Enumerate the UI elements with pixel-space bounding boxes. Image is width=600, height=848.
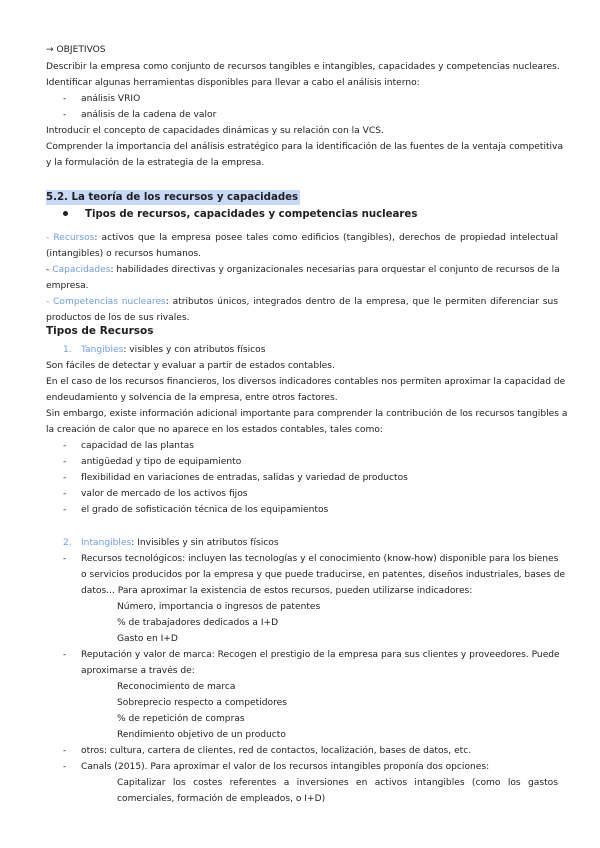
paragraph-line: Capitalizar los costes referentes a inversiones en activos intangibles (como los gastos [117, 778, 558, 788]
list-item: otros: cultura, cartera de clientes, red de contactos, localización, bases de datos, etc. [81, 746, 472, 756]
dash-marker: - [63, 457, 67, 467]
indicator-item: Rendimiento objetivo de un producto [117, 730, 286, 740]
subtitle-text: Tipos de recursos, capacidades y competencias nucleares [85, 209, 418, 220]
section-subtitle [63, 208, 417, 222]
definition-capacidades: - Capacidades: habilidades directivas y organizacionales necesarias para orquestar el conjunto de recursos de la [46, 265, 560, 275]
list-item: el grado de sofisticación técnica de los equipamientos [81, 505, 329, 515]
list-item: flexibilidad en variaciones de entradas, salidas y variedad de productos [81, 473, 408, 483]
paragraph-line: Sin embargo, existe información adicional importante para comprender la contribución de los recursos tangibles a [46, 409, 568, 419]
indicator-item: % de trabajadores dedicados a I+D [117, 618, 279, 628]
paragraph-line: Son fáciles de detectar y evaluar a partir de estados contables. [46, 361, 335, 371]
bullet-dot [63, 211, 68, 216]
indicator-item: Sobreprecio respecto a competidores [117, 698, 287, 708]
list-item: Canals (2015). Para aproximar el valor de los recursos intangibles proponía dos opciones: [81, 762, 490, 772]
definition-recursos: - Recursos: activos que la empresa posee tales como edificios (tangibles), derechos de propiedad intelectual [46, 233, 558, 243]
list-item: capacidad de las plantas [81, 441, 194, 451]
dash-marker: - [63, 650, 67, 660]
dash-marker: - [63, 110, 67, 120]
list-number: 2. [63, 538, 72, 548]
objetivos-line: y la formulación de la estrategia de la empresa. [46, 158, 265, 168]
paragraph-line: Reputación y valor de marca: Recogen el prestigio de la empresa para sus clientes y proveedores. Puede [81, 650, 560, 660]
dash-marker: - [63, 441, 67, 451]
indicator-item: Número, importancia o ingresos de patentes [117, 602, 321, 612]
indicator-item: Reconocimiento de marca [117, 682, 236, 692]
paragraph-line: En el caso de los recursos financieros, los diversos indicadores contables nos permiten aproximar la capacidad de [46, 377, 566, 387]
objetivos-heading: → OBJETIVOS [46, 45, 106, 55]
term-competencias: Competencias nucleares [53, 297, 166, 307]
paragraph-line: Recursos tecnológicos: incluyen las tecnologías y el conocimiento (know-how) disponible para los bienes [81, 554, 559, 564]
term-tangibles: Tangibles [81, 345, 124, 355]
list-number: 1. [63, 345, 72, 355]
list-item: análisis VRIO [81, 94, 141, 104]
paragraph-line: comerciales, formación de empleados, o I+D) [117, 794, 326, 804]
objetivos-line: Identificar algunas herramientas disponibles para llevar a cabo el análisis interno: [46, 78, 420, 88]
list-item: antigüedad y tipo de equipamiento [81, 457, 242, 467]
dash-marker: - [63, 762, 67, 772]
paragraph-line: endeudamiento y solvencia de la empresa, entre otros factores. [46, 393, 338, 403]
paragraph-line: datos... Para aproximar la existencia de estos recursos, pueden utilizarse indicadores: [81, 586, 473, 596]
dash-marker: - [63, 505, 67, 515]
term-capacidades: Capacidades [52, 265, 111, 275]
tipo-tangibles: Tangibles: visibles y con atributos físicos [81, 345, 266, 355]
dash-marker: - [63, 94, 67, 104]
dash-marker: - [63, 489, 67, 499]
objetivos-line: Comprender la importancia del análisis estratégico para la identificación de las fuentes de la ventaja competitiva [46, 142, 564, 152]
indicator-item: Gasto en I+D [117, 634, 178, 644]
paragraph-line: o servicios producidos por la empresa y que puede traducirse, en patentes, diseños industriales, bases de [81, 570, 566, 580]
definition-line: empresa. [46, 281, 89, 291]
tipos-heading: Tipos de Recursos [46, 325, 154, 337]
list-item: análisis de la cadena de valor [81, 110, 217, 120]
section-title: 5.2. La teoría de los recursos y capacidades [46, 192, 299, 203]
term-intangibles: Intangibles [81, 538, 132, 548]
term-recursos: Recursos [53, 233, 95, 243]
definition-competencias: - Competencias nucleares: atributos únicos, integrados dentro de la empresa, que le permiten diferenciar sus [46, 297, 558, 307]
list-item: valor de mercado de los activos fijos [81, 489, 248, 499]
definition-line: (intangibles) o recursos humanos. [46, 249, 202, 259]
definition-line: productos de los de sus rivales. [46, 313, 190, 323]
paragraph-line: la creación de calor que no aparece en los estados contables, tales como: [46, 425, 383, 435]
dash-marker: - [63, 746, 67, 756]
objetivos-line: Introducir el concepto de capacidades dinámicas y su relación con la VCS. [46, 126, 384, 136]
indicator-item: % de repetición de compras [117, 714, 245, 724]
paragraph-line: aproximarse a través de: [81, 666, 195, 676]
dash-marker: - [63, 554, 67, 564]
tipo-intangibles: Intangibles: Invisibles y sin atributos físicos [81, 538, 279, 548]
dash-marker: - [63, 473, 67, 483]
objetivos-line: Describir la empresa como conjunto de recursos tangibles e intangibles, capacidades y competencias nucleares. [46, 62, 560, 72]
